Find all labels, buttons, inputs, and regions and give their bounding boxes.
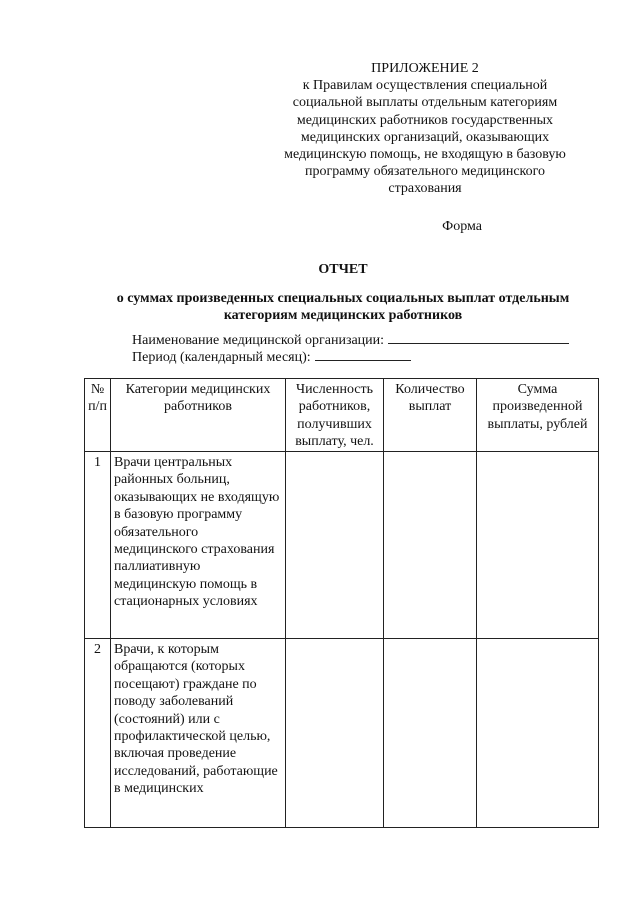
row-amount-cell[interactable] <box>477 639 599 828</box>
row-payments-cell[interactable] <box>384 639 477 828</box>
row-headcount-cell[interactable] <box>286 452 384 639</box>
period-label: Период (календарный месяц): <box>132 350 311 365</box>
header-headcount: Численность работников, получивших выплату, чел. <box>286 379 384 452</box>
header-amount: Сумма произведенной выплаты, рублей <box>477 379 599 452</box>
row-headcount-cell[interactable] <box>286 639 384 828</box>
header-payments: Количество выплат <box>384 379 477 452</box>
appendix-header <box>262 60 588 198</box>
appendix-line: к Правилам осуществления специальной <box>302 78 548 94</box>
period-field <box>132 348 411 366</box>
row-category: Врачи центральных районных больниц, оказывающих не входящую в базовую программу обязательного медицинского страхования паллиативную медицинскую помощь в стационарных условиях <box>111 452 286 639</box>
period-blank[interactable] <box>315 348 411 361</box>
appendix-line: медицинскую помощь, не входящую в базовую <box>284 147 566 163</box>
appendix-line: программу обязательного медицинского <box>304 164 546 180</box>
table-row <box>85 452 599 639</box>
form-label: Форма <box>442 219 482 234</box>
header-number: № п/п <box>85 379 111 452</box>
row-payments-cell[interactable] <box>384 452 477 639</box>
report-subtitle <box>90 290 596 324</box>
appendix-line: социальной выплаты отдельным категориям <box>292 95 558 111</box>
appendix-line: медицинских организаций, оказывающих <box>300 129 550 145</box>
row-amount-cell[interactable] <box>477 452 599 639</box>
appendix-line: ПРИЛОЖЕНИЕ 2 <box>371 61 479 76</box>
header-category: Категории медицинских работников <box>111 379 286 452</box>
row-category: Врачи, к которым обращаются (которых посещают) граждане по поводу заболеваний (состояний) или с профилактической целью, включая проведение исследований, работающие в медицинских <box>111 639 286 828</box>
row-number: 1 <box>85 452 111 639</box>
appendix-line: страхования <box>388 181 462 197</box>
table-header-row <box>85 379 599 452</box>
row-number: 2 <box>85 639 111 828</box>
table-row <box>85 639 599 828</box>
subtitle-line: категориям медицинских работников <box>223 308 463 323</box>
report-title: ОТЧЕТ <box>318 262 368 277</box>
org-name-field <box>132 331 569 349</box>
org-name-blank[interactable] <box>388 331 569 344</box>
subtitle-line: о суммах произведенных специальных социальных выплат отдельным <box>116 291 570 306</box>
report-table <box>84 378 599 828</box>
appendix-line: медицинских работников государственных <box>296 112 554 128</box>
org-name-label: Наименование медицинской организации: <box>132 333 385 348</box>
